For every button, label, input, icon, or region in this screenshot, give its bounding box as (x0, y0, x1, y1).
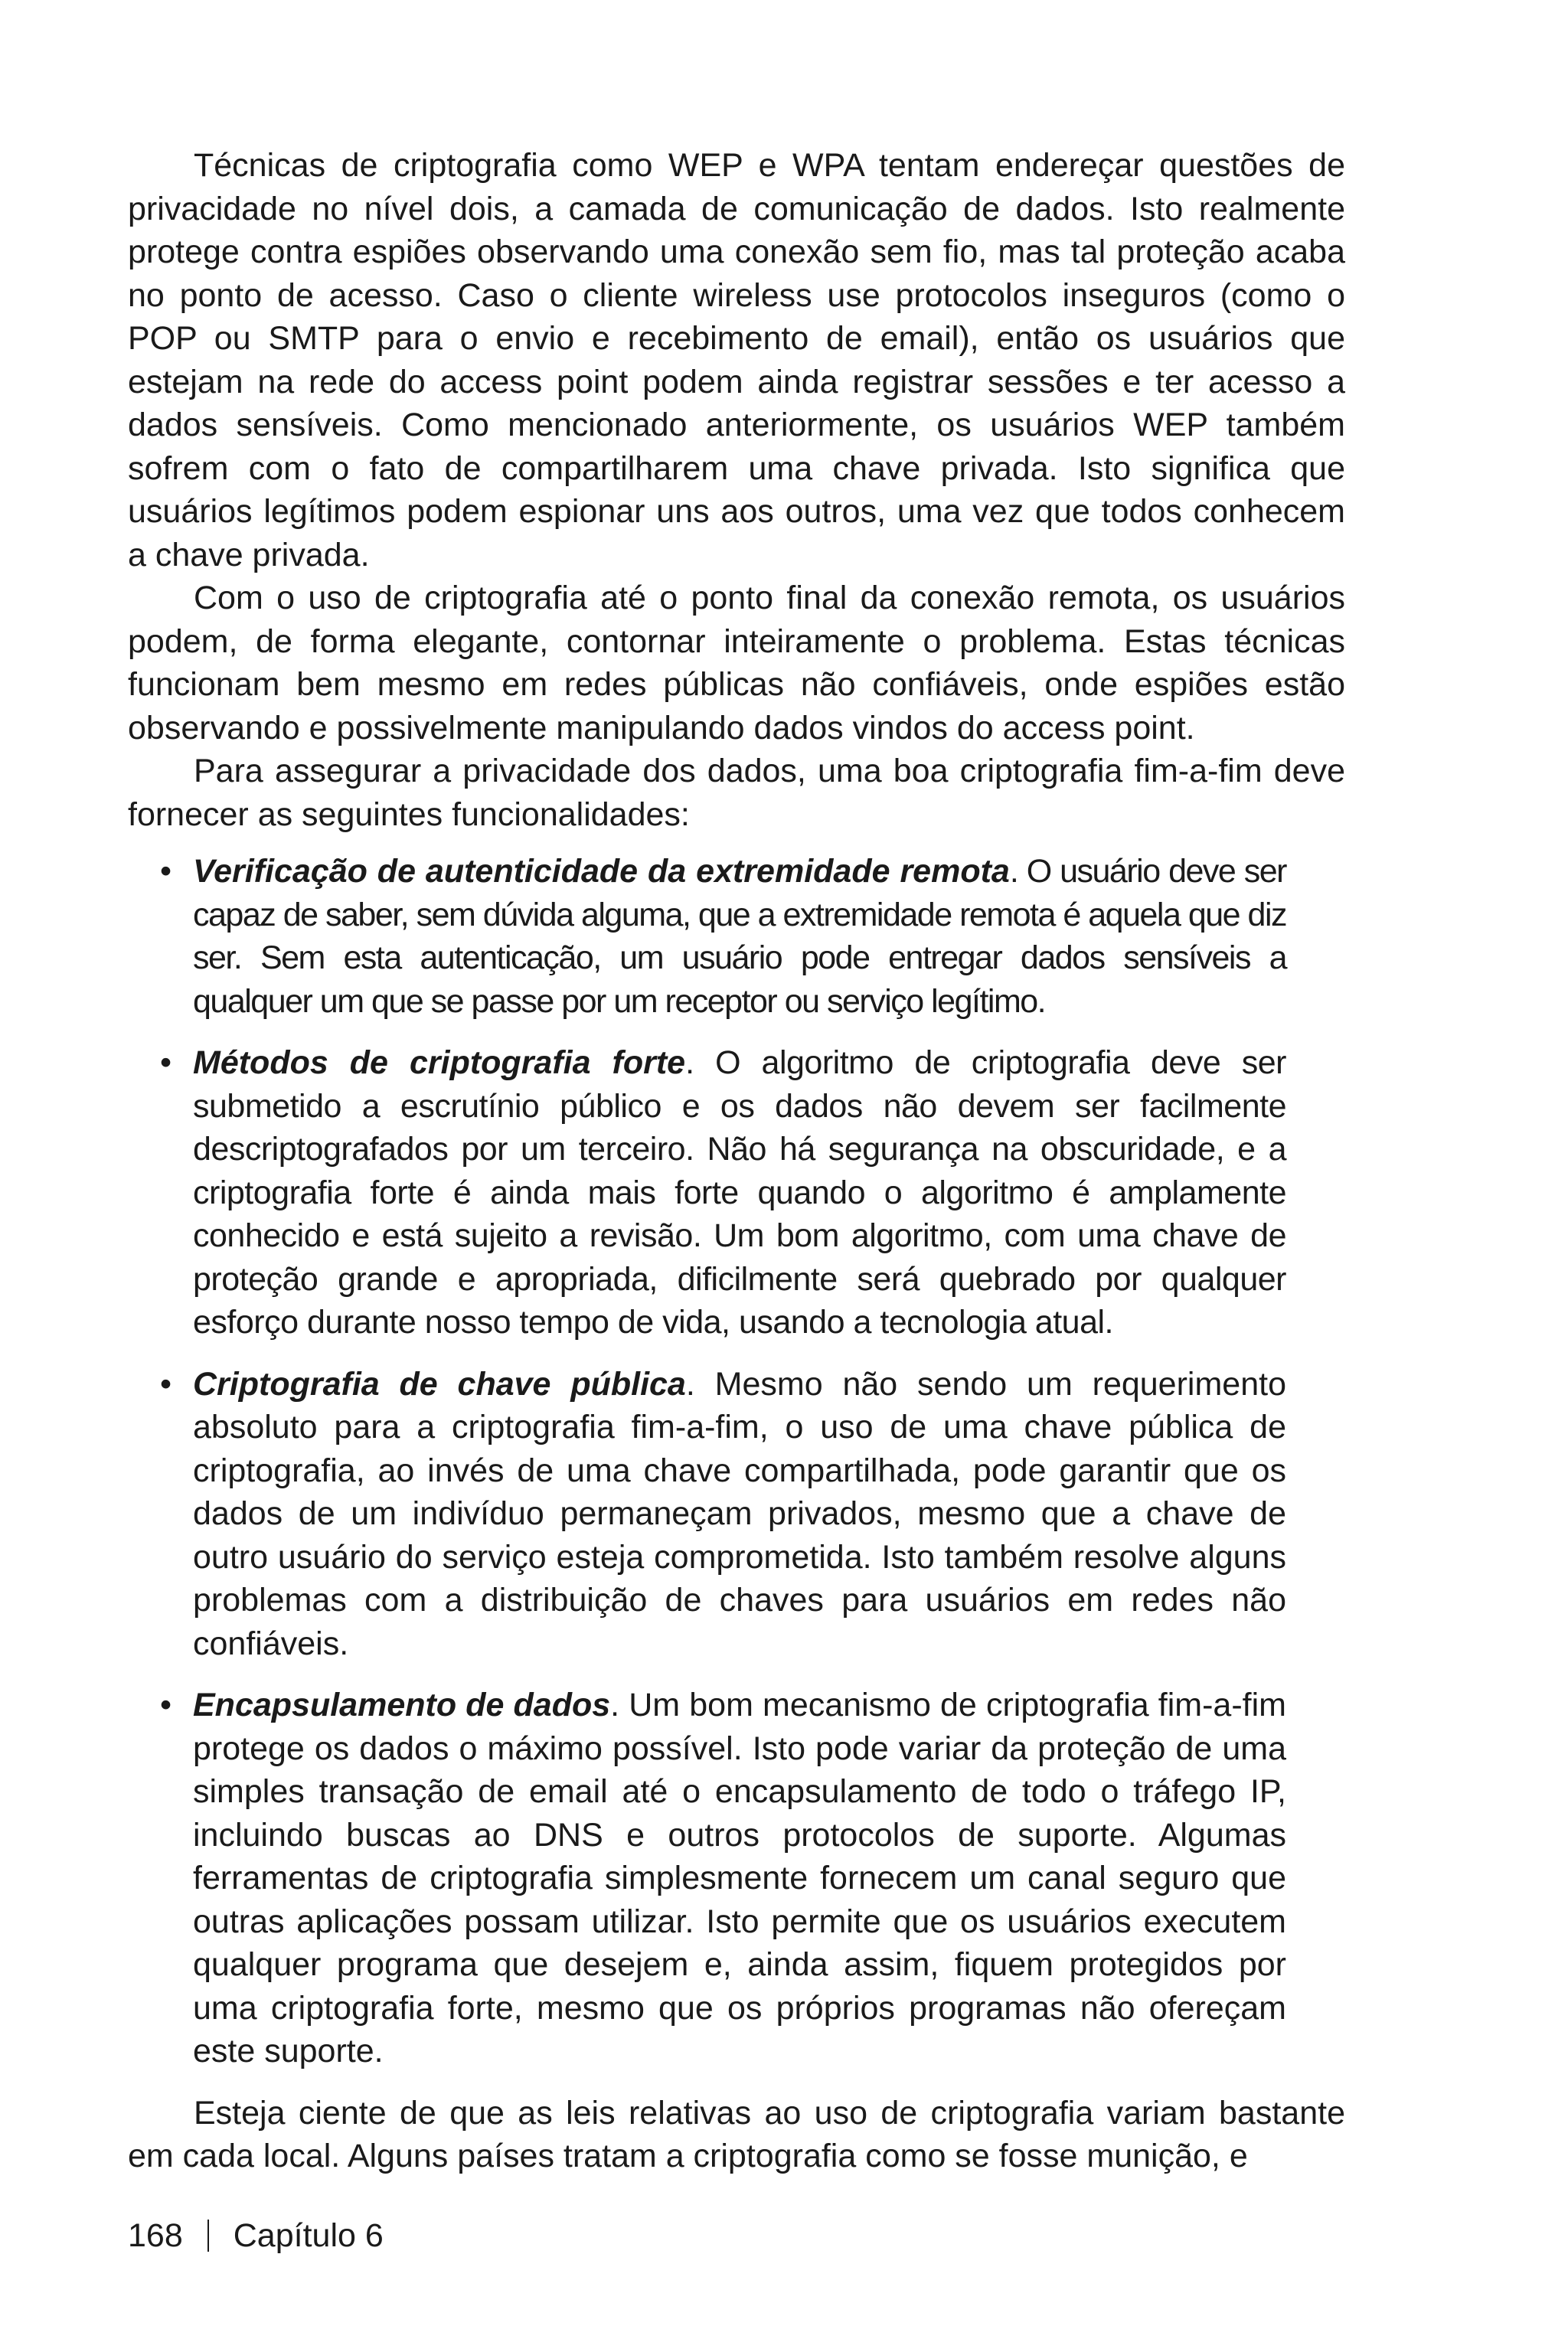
bullet-marker: • (160, 1365, 172, 1403)
paragraph-cryptography-laws: Esteja ciente de que as leis relativas ao uso de criptografia variam bastante em cada local. Alguns países tratam a criptografia como se fosse munição, e (128, 2094, 1345, 2174)
page-number: 168 (128, 2217, 183, 2254)
list-item (128, 1684, 1286, 2073)
list-item-text: . O algoritmo de criptografia deve ser submetido a escrutínio público e os dados não devem ser facilmente descriptografados por um terceiro. Não há segurança na obscuridade, e a criptografia forte é ainda mais forte quando o algoritmo é amplamente conhecido e está sujeito a revisão. Um bom algoritmo, com uma chave de proteção grande e apropriada, dificilmente será quebrado por qualquer esforço durante nosso tempo de vida, usando a tecnologia atual. (193, 1044, 1286, 1341)
list-item-text: . Mesmo não sendo um requerimento absoluto para a criptografia fim-a-fim, o uso de uma chave pública de criptografia, ao invés de uma chave compartilhada, pode garantir que os dados de um indivíduo permaneçam privados, mesmo que a chave de outro usuário do serviço esteja comprometida. Isto também resolve alguns problemas com a distribuição de chaves para usuários em redes não confiáveis. (193, 1365, 1286, 1662)
footer-separator (207, 2220, 209, 2252)
page-footer (128, 2214, 384, 2257)
chapter-label: Capítulo 6 (233, 2217, 384, 2254)
list-item-term: Verificação de autenticidade da extremidade remota (193, 853, 1010, 890)
list-item-text: . O usuário deve ser capaz de saber, sem dúvida alguma, que a extremidade remota é aquela que diz ser. Sem esta autenticação, um usuário pode entregar dados sensíveis a qualquer um que se passe por um receptor ou serviço legítimo. (193, 853, 1286, 1020)
paragraph-requirements-intro: Para assegurar a privacidade dos dados, uma boa criptografia fim-a-fim deve fornecer as seguintes funcionalidades: (128, 753, 1345, 833)
feature-list (128, 850, 1286, 2073)
paragraph-end-to-end: Com o uso de criptografia até o ponto final da conexão remota, os usuários podem, de forma elegante, contornar inteiramente o problema. Estas técnicas funcionam bem mesmo em redes públicas não confiáveis, onde espiões estão observando e possivelmente manipulando dados vindos do access point. (128, 580, 1345, 746)
list-item-text: . Um bom mecanismo de criptografia fim-a-fim protege os dados o máximo possível. Isto pode variar da proteção de uma simples transação de email até o encapsulamento de todo o tráfego IP, incluindo buscas ao DNS e outros protocolos de suporte. Algumas ferramentas de criptografia simplesmente fornecem um canal seguro que outras aplicações possam utilizar. Isto permite que os usuários executem qualquer programa que desejem e, ainda assim, fiquem protegidos por uma criptografia forte, mesmo que os próprios programas não ofereçam este suporte. (193, 1687, 1286, 2069)
list-item (128, 1041, 1286, 1344)
bullet-marker: • (160, 853, 172, 890)
list-item (128, 1363, 1286, 1666)
bullet-marker: • (160, 1044, 172, 1081)
bullet-marker: • (160, 1687, 172, 1723)
list-item-term: Criptografia de chave pública (193, 1365, 686, 1403)
list-item (128, 850, 1286, 1023)
list-item-term: Encapsulamento de dados (193, 1687, 611, 1723)
paragraph-wep-wpa: Técnicas de criptografia como WEP e WPA tentam endereçar questões de privacidade no nível dois, a camada de comunicação de dados. Isto realmente protege contra espiões observando uma conexão sem fio, mas tal proteção acaba no ponto de acesso. Caso o cliente wireless use protocolos inseguros (como o POP ou SMTP para o envio e recebimento de email), então os usuários que estejam na rede do access point podem ainda registrar sessões e ter acesso a dados sensíveis. Como mencionado anteriormente, os usuários WEP também sofrem com o fato de compartilharem uma chave privada. Isto significa que usuários legítimos podem espionar uns aos outros, uma vez que todos conhecem a chave privada. (128, 147, 1345, 573)
page-body (128, 144, 1345, 2178)
list-item-term: Métodos de criptografia forte (193, 1044, 686, 1081)
